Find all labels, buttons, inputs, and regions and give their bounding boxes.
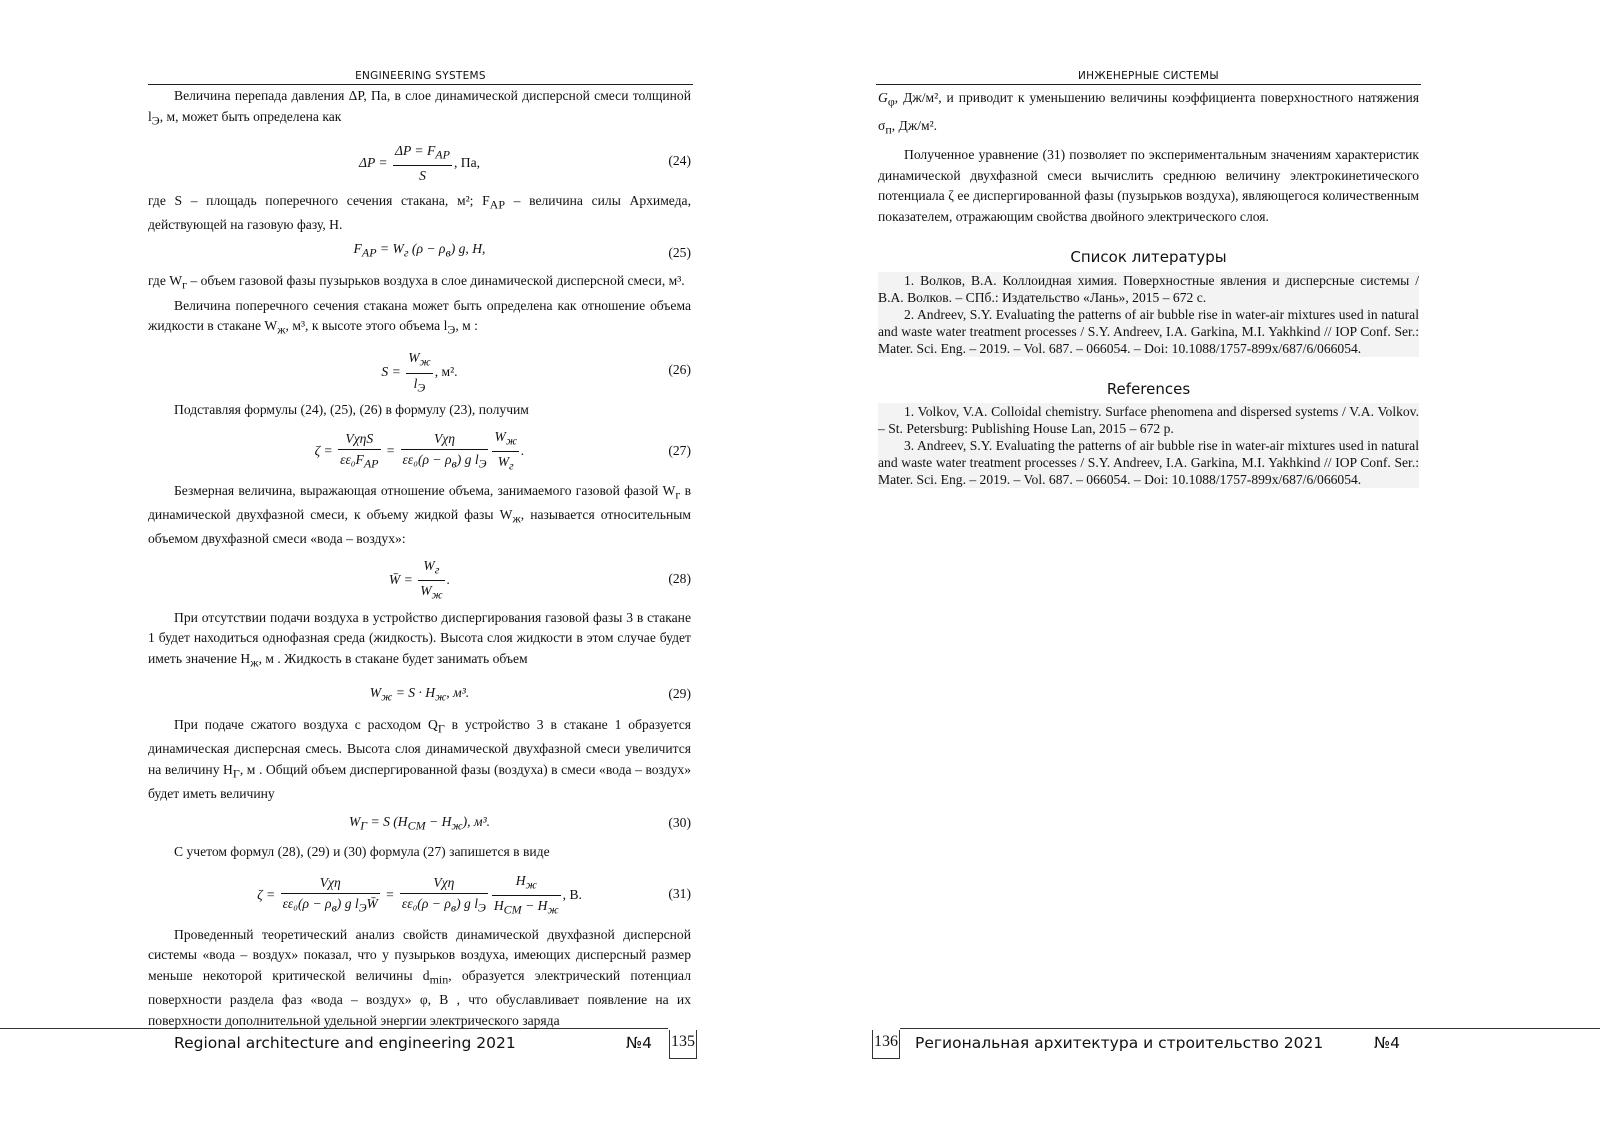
- footer-rule: [0, 1028, 668, 1029]
- equation-number: (24): [668, 152, 691, 168]
- paragraph: При подаче сжатого воздуха с расходом $Q_Г$ в устройство 3 в стакане 1 образуется динамическая дисперсная смесь. Высота слоя динамической двухфазной смеси увеличится на величину $H_Г$, м . Общий объем диспергированной фазы (воздуха) в смеси «вода – воздух» будет иметь величину: [148, 717, 691, 801]
- page-number: 136: [872, 1030, 900, 1059]
- reference-list-ru: [878, 272, 1419, 357]
- references-en-title: References: [1106, 379, 1191, 398]
- right-column: [878, 86, 1419, 488]
- page-number: 135: [669, 1030, 697, 1059]
- equation-number: (31): [668, 885, 691, 901]
- equation-number: (27): [668, 442, 691, 458]
- paragraph: С учетом формул (28), (29) и (30) формула (27) запишется в виде: [174, 844, 550, 860]
- equation-29: $W_ж = S \cdot H_ж$, м³. (29): [369, 685, 691, 704]
- equation-number: (25): [668, 245, 691, 261]
- equation-24: ΔP = $\frac{\Delta P = F_{АР}}{S}$ , Па, (24): [358, 142, 691, 183]
- equation-31: ζ = $\frac{\text{Vχη}}{\varepsilon\varepsilon_0(\rho - \rho_в) g l_ЭW̄}$ = $\frac{\text{Vχη}}{\varepsilon\varepsilon_0(\rho - \rho_в) g l_Э}$ $\frac{H_ж}{H_{СМ} - H_ж}$ , В. (31): [257, 872, 691, 917]
- equation-number: (28): [668, 570, 691, 586]
- reference-item: 2. Andreev, S.Y. Evaluating the patterns of air bubble rise in water-air mixtures used in natural and waste water treatment processes / S.Y. Andreev, I.A. Garkina, M.I. Yakhkind // IOP Conf. Ser.: Mater. Sci. Eng. – 2019. – Vol. 687. – 066054. – Doi: 10.1088/1757-899x/687/6/066054.: [878, 306, 1419, 356]
- paragraph: $G_\varphi$, Дж/м², и приводит к уменьшению величины коэффициента поверхностного натяжения $\sigma_п$, Дж/м².: [878, 90, 1419, 137]
- left-column: [148, 86, 691, 1031]
- equation-25: $F_{АР} = W_г$ $(\rho - \rho_в)$ g, Н, (25): [148, 239, 691, 267]
- footer-issue: №4: [1374, 1034, 1400, 1052]
- paragraph: Величина перепада давления ΔP, Па, в слое динамической дисперсной смеси толщиной $l_Э$, м, может быть определена как: [148, 88, 691, 128]
- equation-number: (30): [668, 815, 691, 831]
- footer-rule: [900, 1028, 1600, 1029]
- paragraph: Полученное уравнение (31) позволяет по экспериментальным значениям характеристик динамической двухфазной смеси вычислить среднюю величину электрокинетического потенциала ζ ее диспергированной фазы (пузырьков воздуха), являющегося количественным показателем, отражающим свойства двойного электрического слоя.: [878, 147, 1419, 224]
- running-head: ENGINEERING SYSTEMS: [355, 70, 486, 82]
- paragraph: Безмерная величина, выражающая отношение объема, занимаемого газовой фазой $W_г$ в динамической двухфазной смеси, к объему жидкой фазы $W_ж$, называется относительным объемом двухфазной смеси «вода – воздух»:: [148, 482, 692, 547]
- header-rule: [876, 84, 1421, 85]
- equation-number: (29): [668, 685, 691, 701]
- reference-item: 1. Volkov, V.A. Colloidal chemistry. Surface phenomena and dispersed systems / V.A. Volkov. – St. Petersburg: Publishing House Lan, 2015 – 672 p.: [878, 404, 1419, 437]
- header-rule: [148, 84, 693, 85]
- reference-list-en: [878, 403, 1419, 488]
- paragraph: где $W_г$ – объем газовой фазы пузырьков воздуха в слое динамической дисперсной смеси, м³.: [148, 273, 685, 293]
- right-page: [800, 0, 1600, 1132]
- footer-issue: №4: [626, 1034, 652, 1052]
- reference-item: 1. Волков, В.А. Коллоидная химия. Поверхностные явления и дисперсные системы / В.А. Волков. – СПб.: Издательство «Лань», 2015 – 672 с.: [878, 272, 1419, 305]
- references-ru-title: Список литературы: [1070, 248, 1227, 267]
- reference-item: 3. Andreev, S.Y. Evaluating the patterns of air bubble rise in water-air mixtures used in natural and waste water treatment processes / S.Y. Andreev, I.A. Garkina, M.I. Yakhkind // IOP Conf. Ser.: Mater. Sci. Eng. – 2019. – Vol. 687. – 066054. – Doi: 10.1088/1757-899x/687/6/066054.: [878, 438, 1419, 488]
- footer-journal: Regional architecture and engineering 2021: [174, 1034, 516, 1052]
- equation-30: $W_Г = S$ $(H_{СМ} - H_ж)$, м³. (30): [348, 814, 691, 834]
- paragraph: Величина поперечного сечения стакана может быть определена как отношение объема жидкости в стакане $W_ж$, м³, к высоте этого объема $l_Э$, м :: [148, 297, 691, 337]
- equation-26: S = $\frac{W_ж}{l_Э}$ , м². (26): [381, 350, 691, 395]
- paragraph: Подставляя формулы (24), (25), (26) в формулу (23), получим: [174, 402, 529, 418]
- equation-number: (26): [668, 362, 691, 378]
- footer-journal: Региональная архитектура и строительство 2021: [915, 1034, 1324, 1052]
- equation-28: W̄ = $\frac{W_г}{W_ж}$ . (28): [388, 557, 691, 602]
- equation-27: ζ = $\frac{\text{VχηS}}{\varepsilon\varepsilon_0F_{АР}}$ = $\frac{\text{Vχη}}{\varepsilon\varepsilon_0(\rho - \rho_в) g l_Э}$ $\frac{W_ж}{W_г}$ . (27): [314, 428, 691, 473]
- paragraph: Проведенный теоретический анализ свойств динамической двухфазной дисперсной системы «вода – воздух» показал, что у пузырьков воздуха, имеющих дисперсный размер меньше некоторой критической величины $d_{min}$, образуется электрический потенциал поверхности раздела фаз «вода – воздух» φ, В , что обуславливает появление на их поверхности дополнительной удельной энергии электрического заряда: [148, 926, 691, 1028]
- running-head: ИНЖЕНЕРНЫЕ СИСТЕМЫ: [1078, 70, 1219, 82]
- paragraph: где S – площадь поперечного сечения стакана, м²; $F_{АР}$ – величина силы Архимеда, действующей на газовую фазу, Н.: [148, 192, 691, 232]
- paragraph: При отсутствии подачи воздуха в устройство диспергирования газовой фазы 3 в стакане 1 будет находиться однофазная среда (жидкость). Высота слоя жидкости в этом случае будет иметь значение $H_ж$, м . Жидкость в стакане будет занимать объем: [148, 609, 691, 670]
